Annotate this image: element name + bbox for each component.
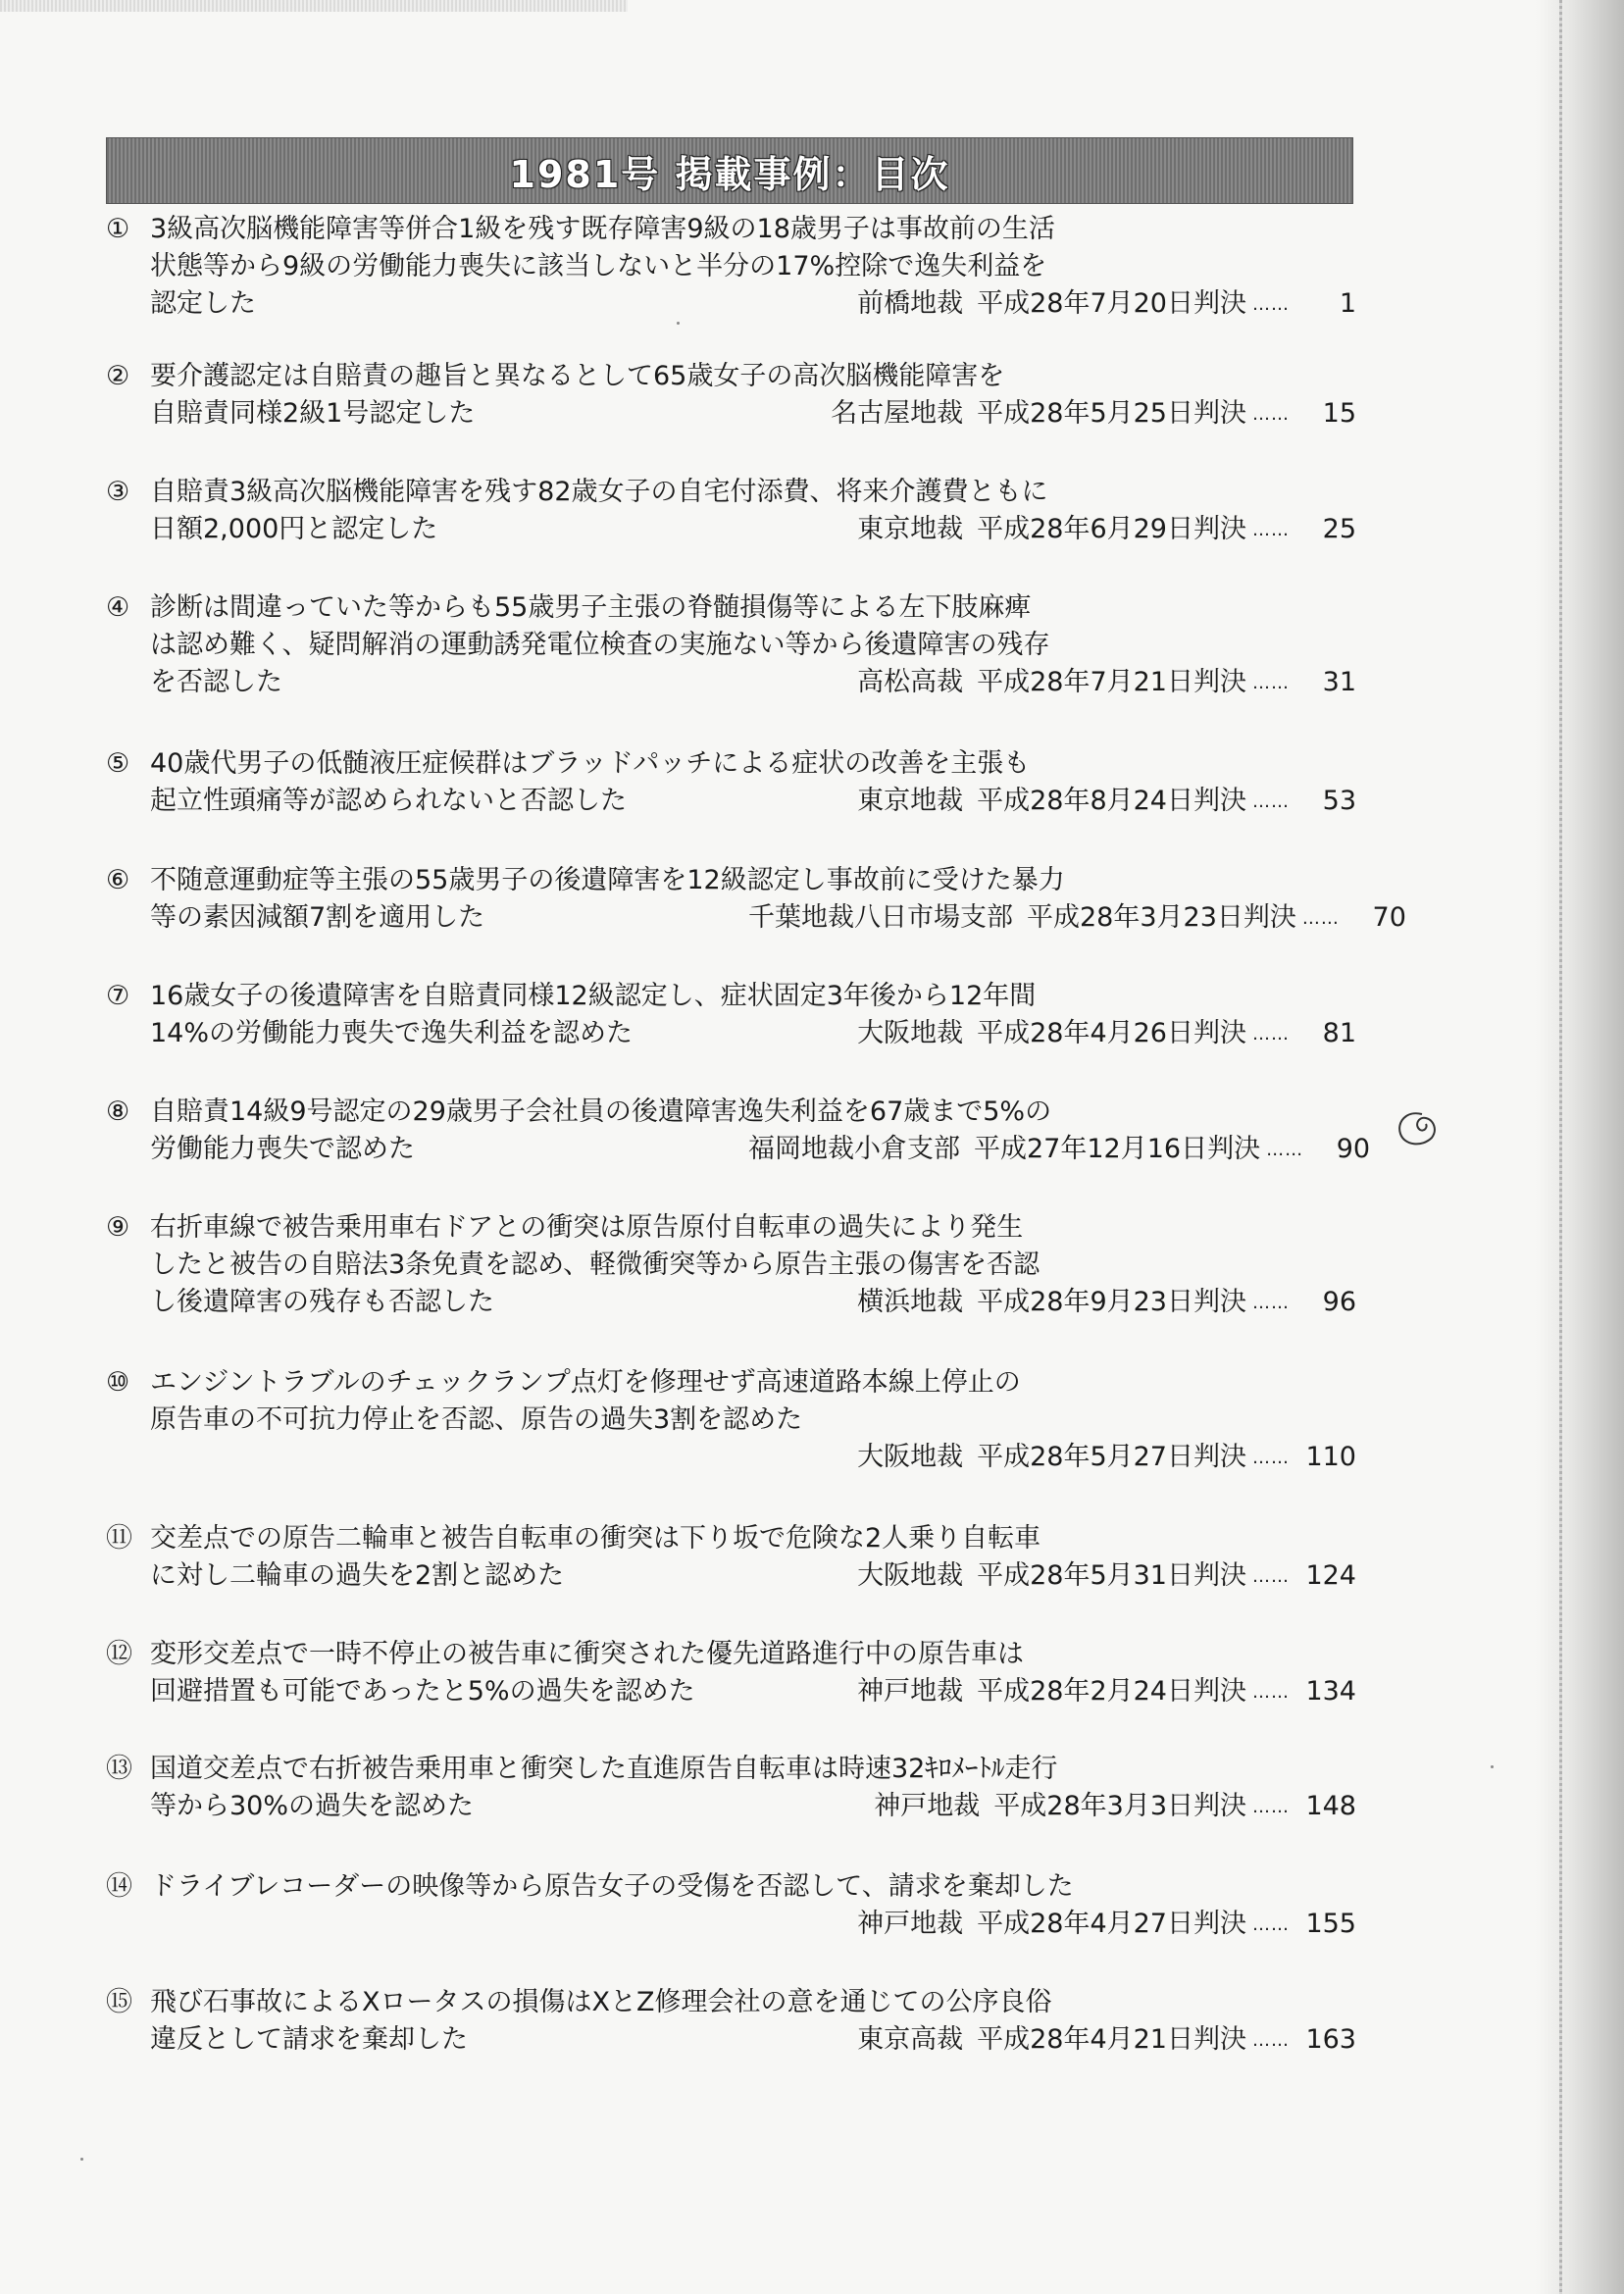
entry-text-line: 国道交差点で右折被告乗用車と衝突した直進原告自転車は時速32ｷﾛﾒｰﾄﾙ走行 [150, 1754, 1058, 1784]
entry-reference [748, 1557, 1356, 1596]
entry-text-last-line: 回避措置も可能であったと5%の過失を認めた [150, 1676, 695, 1707]
page-number[interactable]: 96 [1322, 1287, 1356, 1317]
leader-dots: …… [1252, 1913, 1290, 1935]
scan-speck [80, 2158, 83, 2161]
entry-text-line: 診断は間違っていた等からも55歳男子主張の脊髄損傷等による左下肢麻痺 [150, 592, 1032, 623]
toc-entry[interactable] [106, 474, 1371, 549]
entry-number: ⑩ [106, 1367, 130, 1398]
court-name: 神戸地裁 [857, 1909, 964, 1939]
page-number[interactable]: 1 [1339, 288, 1356, 319]
entry-text-line: エンジントラブルのチェックランプ点灯を修理せず高速道路本線上停止の [150, 1367, 1021, 1398]
title-bar [106, 137, 1353, 204]
page-number[interactable]: 134 [1305, 1676, 1356, 1707]
page-title: 1981号 掲載事例：目次 [509, 152, 950, 196]
judgment-date: 平成28年2月24日判決 [977, 1676, 1246, 1707]
entry-text-line: 16歳女子の後遺障害を自賠責同様12級認定し、症状固定3年後から12年間 [150, 981, 1037, 1011]
court-name: 神戸地裁 [857, 1676, 964, 1707]
entry-text-last-line: 違反として請求を棄却した [150, 2024, 468, 2055]
leader-dots: …… [1252, 1023, 1290, 1045]
court-name: 名古屋地裁 [831, 398, 964, 429]
entry-reference [748, 2021, 1356, 2060]
entry-text-last-line: 等から30%の過失を認めた [150, 1791, 475, 1821]
entry-reference [748, 899, 1406, 938]
page-number[interactable]: 70 [1372, 902, 1406, 933]
judgment-date: 平成28年7月21日判決 [977, 667, 1246, 697]
entry-text-line: ドライブレコーダーの映像等から原告女子の受傷を否認して、請求を棄却した [150, 1871, 1074, 1902]
leader-dots: …… [1252, 403, 1290, 425]
judgment-date: 平成28年6月29日判決 [977, 514, 1246, 544]
toc-entry[interactable] [106, 1636, 1371, 1711]
court-name: 高松高裁 [857, 667, 964, 697]
entry-text-line: 右折車線で被告乗用車右ドアとの衝突は原告原付自転車の過失により発生 [150, 1212, 1024, 1243]
court-name: 神戸地裁 [874, 1791, 981, 1821]
entry-text-last-line: 14%の労働能力喪失で逸失利益を認めた [150, 1018, 634, 1048]
scan-edge-right [1536, 0, 1624, 2294]
leader-dots: …… [1252, 1447, 1290, 1468]
entry-reference [748, 511, 1356, 549]
page-number[interactable]: 148 [1305, 1791, 1356, 1821]
leader-dots: …… [1252, 790, 1290, 812]
entry-text-line: は認め難く、疑問解消の運動誘発電位検査の実施ない等から後遺障害の残存 [150, 630, 1050, 660]
entry-text-line: 40歳代男子の低髄液圧症候群はブラッドパッチによる症状の改善を主張も [150, 748, 1031, 779]
entry-text-last-line: し後遺障害の残存も否認した [150, 1287, 494, 1317]
entry-number: ④ [106, 592, 130, 623]
entry-text-line: 変形交差点で一時不停止の被告車に衝突された優先道路進行中の原告車は [150, 1639, 1024, 1669]
court-name: 福岡地裁小倉支部 [748, 1134, 960, 1164]
court-name: 東京高裁 [857, 2024, 964, 2055]
page-number[interactable]: 110 [1305, 1442, 1356, 1472]
toc-entry[interactable] [106, 1094, 1371, 1169]
entry-text-line: 状態等から9級の労働能力喪失に該当しないと半分の17%控除で逸失利益を [150, 251, 1047, 281]
entry-reference [748, 783, 1356, 821]
page-number[interactable]: 81 [1322, 1018, 1356, 1048]
leader-dots: …… [1252, 519, 1290, 540]
scan-speck [677, 322, 680, 325]
toc-entry[interactable] [106, 1520, 1371, 1596]
leader-dots: …… [1301, 907, 1340, 929]
scan-edge-top [0, 0, 628, 12]
entry-text-line: 3級高次脳機能障害等併合1級を残す既存障害9級の18歳男子は事故前の生活 [150, 214, 1055, 244]
page-number[interactable]: 155 [1305, 1909, 1356, 1939]
entry-number: ⑦ [106, 981, 130, 1011]
judgment-date: 平成28年5月27日判決 [977, 1442, 1246, 1472]
entry-text-last-line: 自賠責同様2級1号認定した [150, 398, 476, 429]
judgment-date: 平成28年5月31日判決 [977, 1560, 1246, 1591]
leader-dots: …… [1252, 672, 1290, 693]
entry-number: ⑪ [106, 1523, 132, 1554]
entry-reference [748, 395, 1356, 433]
court-name: 横浜地裁 [857, 1287, 964, 1317]
entry-text-last-line: 等の素因減額7割を適用した [150, 902, 485, 933]
toc-entry[interactable] [106, 358, 1371, 433]
entry-text-line: 交差点での原告二輪車と被告自転車の衝突は下り坂で危険な2人乗り自転車 [150, 1523, 1041, 1554]
entry-number: ⑬ [106, 1754, 132, 1784]
entry-reference [748, 1131, 1371, 1169]
leader-dots: …… [1252, 2029, 1290, 2051]
entry-number: ⑥ [106, 865, 130, 895]
page-number[interactable]: 124 [1305, 1560, 1356, 1591]
entry-reference [748, 1906, 1356, 1944]
entry-reference [748, 285, 1356, 324]
entry-text-last-line: 認定した [150, 288, 256, 319]
judgment-date: 平成28年4月27日判決 [977, 1909, 1246, 1939]
entry-text-line: 不随意運動症等主張の55歳男子の後遺障害を12級認定し事故前に受けた暴力 [150, 865, 1065, 895]
toc-entry[interactable] [106, 211, 1371, 324]
entry-number: ① [106, 214, 130, 244]
entry-reference [748, 1284, 1356, 1322]
entry-number: ② [106, 361, 130, 391]
leader-dots: …… [1266, 1139, 1304, 1160]
entry-text-line: 要介護認定は自賠責の趣旨と異なるとして65歳女子の高次脳機能障害を [150, 361, 1005, 391]
entry-reference [748, 1015, 1356, 1053]
toc-entry[interactable] [106, 1751, 1371, 1826]
scan-speck [1491, 1765, 1494, 1768]
page-number[interactable]: 163 [1305, 2024, 1356, 2055]
court-name: 大阪地裁 [857, 1442, 964, 1472]
entry-number: ⑫ [106, 1639, 132, 1669]
court-name: 東京地裁 [857, 514, 964, 544]
page-number[interactable]: 53 [1322, 786, 1356, 816]
judgment-date: 平成28年9月23日判決 [977, 1287, 1246, 1317]
judgment-date: 平成27年12月16日判決 [974, 1134, 1261, 1164]
court-name: 前橋地裁 [857, 288, 964, 319]
court-name: 東京地裁 [857, 786, 964, 816]
judgment-date: 平成28年3月3日判決 [993, 1791, 1246, 1821]
entry-number: ⑨ [106, 1212, 130, 1243]
entry-text-line: 自賠責3級高次脳機能障害を残す82歳女子の自宅付添費、将来介護費ともに [150, 477, 1048, 507]
judgment-date: 平成28年4月26日判決 [977, 1018, 1246, 1048]
entry-number: ⑮ [106, 1987, 132, 2017]
entry-number: ③ [106, 477, 130, 507]
leader-dots: …… [1252, 1565, 1290, 1587]
judgment-date: 平成28年8月24日判決 [977, 786, 1246, 816]
judgment-date: 平成28年5月25日判決 [977, 398, 1246, 429]
leader-dots: …… [1252, 1681, 1290, 1703]
court-name: 大阪地裁 [857, 1018, 964, 1048]
toc-entry[interactable] [106, 1868, 1371, 1944]
court-name: 大阪地裁 [857, 1560, 964, 1591]
judgment-date: 平成28年3月23日判決 [1027, 902, 1296, 933]
entry-text-line: 原告車の不可抗力停止を否認、原告の過失3割を認めた [150, 1404, 803, 1435]
toc-entry[interactable] [106, 1984, 1371, 2060]
entry-text-line: 自賠責14級9号認定の29歳男子会社員の後遺障害逸失利益を67歳まで5%の [150, 1096, 1052, 1127]
entry-number: ⑧ [106, 1096, 130, 1127]
entry-text-last-line: 日額2,000円と認定した [150, 514, 438, 544]
binding-line [1559, 0, 1562, 2294]
entry-text-last-line: を否認した [150, 667, 282, 697]
entry-reference [748, 1439, 1356, 1477]
entry-number: ⑤ [106, 748, 130, 779]
entry-number: ⑭ [106, 1871, 132, 1902]
leader-dots: …… [1252, 293, 1290, 315]
page-number[interactable]: 15 [1322, 398, 1356, 429]
page-number[interactable]: 31 [1322, 667, 1356, 697]
leader-dots: …… [1252, 1292, 1290, 1313]
page-number[interactable]: 25 [1322, 514, 1356, 544]
toc-entry[interactable] [106, 589, 1371, 702]
leader-dots: …… [1252, 1796, 1290, 1817]
entry-text-last-line: 起立性頭痛等が認められないと否認した [150, 786, 627, 816]
judgment-date: 平成28年7月20日判決 [977, 288, 1246, 319]
handwritten-mark-icon [1393, 1108, 1440, 1151]
entry-reference [748, 1673, 1356, 1711]
entry-reference [748, 1788, 1356, 1826]
toc-entry[interactable] [106, 745, 1371, 821]
page-number[interactable]: 90 [1336, 1134, 1371, 1164]
judgment-date: 平成28年4月21日判決 [977, 2024, 1246, 2055]
toc-entry[interactable] [106, 862, 1406, 938]
entry-text-line: 飛び石事故によるXロータスの損傷はXとZ修理会社の意を通じての公序良俗 [150, 1987, 1052, 2017]
toc-entry[interactable] [106, 1364, 1371, 1477]
toc-entry[interactable] [106, 978, 1371, 1053]
entry-text-last-line: 労働能力喪失で認めた [150, 1134, 415, 1164]
toc-entry[interactable] [106, 1209, 1371, 1322]
court-name: 千葉地裁八日市場支部 [748, 902, 1013, 933]
entry-text-line: したと被告の自賠法3条免責を認め、軽微衝突等から原告主張の傷害を否認 [150, 1249, 1040, 1280]
entry-text-last-line: に対し二輪車の過失を2割と認めた [150, 1560, 565, 1591]
entry-reference [748, 664, 1356, 702]
